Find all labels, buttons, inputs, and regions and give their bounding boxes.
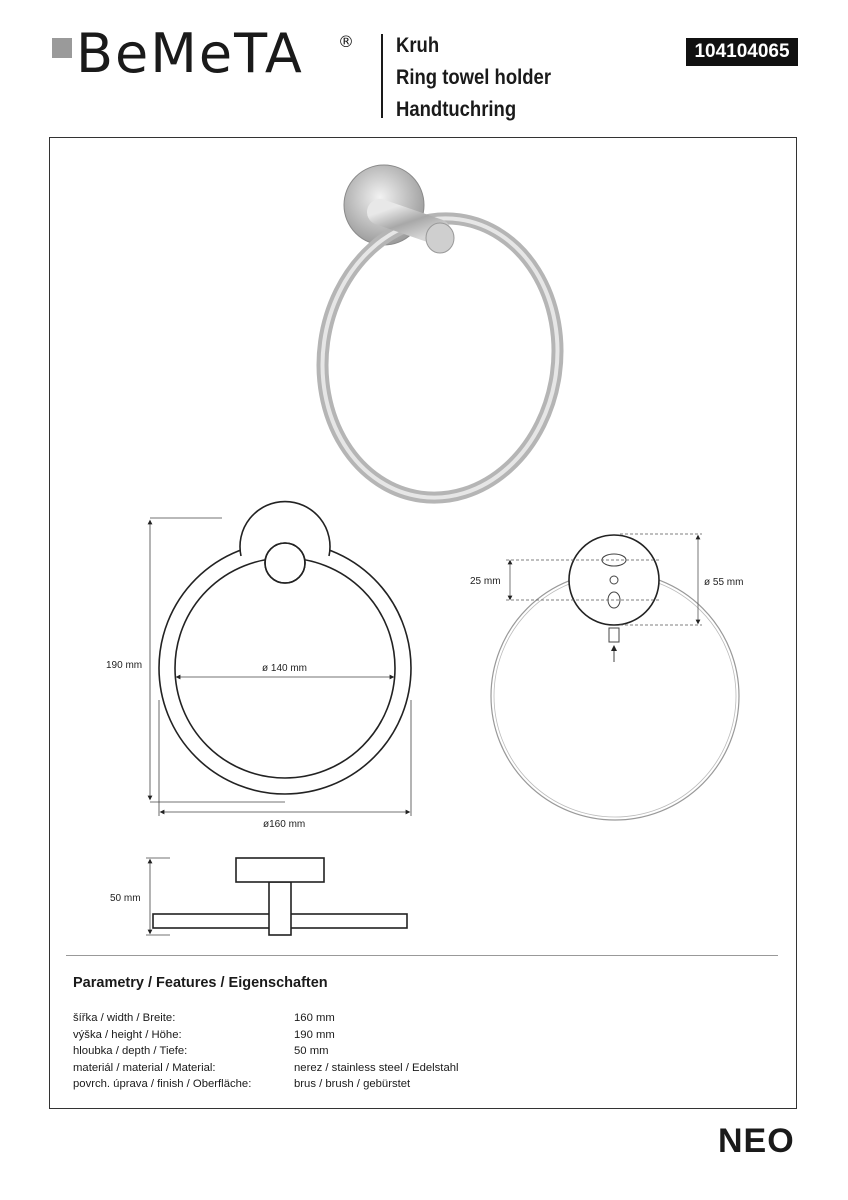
title-cz: Kruh — [396, 34, 440, 57]
inner-diameter-label: ø 140 mm — [262, 663, 308, 674]
feature-value: brus / brush / gebürstet — [294, 1078, 411, 1090]
feature-label: výška / height / Höhe: — [73, 1028, 182, 1041]
side-view-drawing — [153, 858, 407, 935]
feature-value: 160 mm — [294, 1012, 335, 1024]
feature-value: 50 mm — [294, 1045, 329, 1057]
feature-label: materiál / material / Material: — [73, 1061, 216, 1074]
front-view-drawing — [159, 502, 411, 794]
feature-row — [73, 1060, 459, 1077]
hole-spacing-label: 25 mm — [470, 576, 501, 587]
feature-value: 190 mm — [294, 1028, 335, 1041]
feature-row — [73, 1027, 459, 1044]
feature-value: nerez / stainless steel / Edelstahl — [294, 1061, 459, 1074]
base-diameter-label: ø 55 mm — [704, 577, 744, 588]
feature-label: hloubka / depth / Tiefe: — [73, 1045, 188, 1057]
product-photo — [305, 165, 576, 513]
feature-row — [73, 1076, 459, 1093]
brand-logo: BeMeTA — [76, 22, 304, 85]
feature-label: povrch. úprava / finish / Oberfläche: — [73, 1078, 252, 1090]
depth-label: 50 mm — [110, 893, 141, 904]
features-divider — [66, 955, 778, 956]
height-label: 190 mm — [106, 660, 143, 671]
registered-mark: ® — [338, 32, 354, 51]
outer-diameter-label: ø160 mm — [263, 819, 306, 830]
feature-label: šířka / width / Breite: — [73, 1012, 176, 1024]
features-title: Parametry / Features / Eigenschaften — [73, 975, 328, 991]
feature-row — [73, 1010, 459, 1027]
title-de: Handtuchring — [396, 98, 517, 121]
product-code-badge: 104104065 — [686, 38, 798, 66]
feature-row — [73, 1043, 459, 1060]
title-en: Ring towel holder — [396, 66, 552, 89]
series-name: NEO — [718, 1122, 795, 1160]
features-table — [73, 1010, 459, 1093]
mounting-view-drawing — [491, 535, 739, 820]
